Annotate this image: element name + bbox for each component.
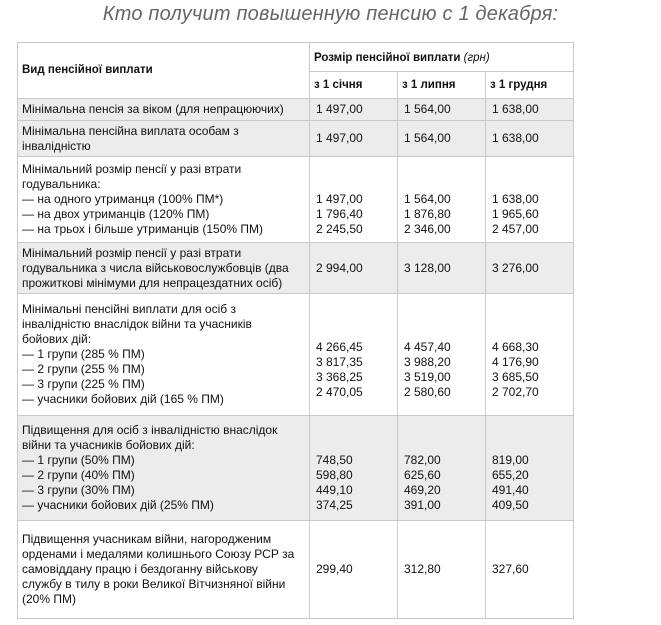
value: 1 796,40 (316, 207, 363, 221)
value: 655,20 (492, 468, 529, 482)
row-label (18, 294, 310, 416)
value-cell (486, 157, 574, 243)
table-row (18, 294, 574, 416)
label-line: Підвищення для осіб з інвалідністю внаслідок (22, 423, 278, 437)
value-cell (310, 294, 398, 416)
label-line: прожиткові мінімуми для непрацездатних осіб) (22, 275, 283, 290)
value: 625,60 (404, 468, 441, 482)
label-line: — 1 групи (285 % ПМ) (22, 347, 145, 361)
value-cell (398, 243, 486, 294)
value: 1 564,00 (404, 192, 451, 206)
value: 1 564,00 (404, 131, 451, 145)
label-line: годувальника: (22, 177, 101, 191)
value: 409,50 (492, 498, 529, 512)
row-label (18, 99, 310, 121)
value-cell (310, 416, 398, 521)
label-line: інвалідністю внаслідок війни та учасників (22, 317, 252, 331)
label-line: годувальника з числа військовослужбовців (два (22, 260, 289, 275)
value-cell (398, 99, 486, 121)
label-line: — на двох утриманців (120% ПМ) (22, 207, 210, 221)
column-group-header (310, 43, 574, 72)
value: 2 457,00 (492, 222, 539, 236)
value: 4 266,45 (316, 339, 363, 354)
label-line: війни та учасників бойових дій: (22, 438, 195, 452)
value: 391,00 (404, 498, 441, 512)
value-cell (310, 99, 398, 121)
value: 3 519,00 (404, 369, 451, 384)
value: 1 564,00 (404, 102, 451, 116)
value: 374,25 (316, 498, 353, 512)
value-cell (398, 121, 486, 157)
row-label (18, 521, 310, 619)
value: 748,50 (316, 453, 353, 467)
value: 1 638,00 (492, 131, 539, 145)
label-line: — 1 групи (50% ПМ) (22, 453, 135, 467)
value: 4 457,40 (404, 339, 451, 354)
value-cell (486, 416, 574, 521)
value: 4 668,30 (492, 339, 539, 354)
value: 469,20 (404, 483, 441, 497)
table-row (18, 243, 574, 294)
label-line: самовіддану працю і бездоганну військову (22, 562, 258, 576)
value: 327,60 (492, 562, 529, 576)
value-cell (310, 521, 398, 619)
value: 819,00 (492, 453, 529, 467)
label-line: — учасники бойових дій (165 % ПМ) (22, 392, 224, 406)
value: 2 346,00 (404, 222, 451, 236)
value: 2 470,05 (316, 384, 363, 399)
label-line: (20% ПМ) (22, 592, 76, 606)
value: 449,10 (316, 483, 353, 497)
label-line: — учасники бойових дій (25% ПМ) (22, 498, 214, 512)
value-cell (398, 521, 486, 619)
value: 3 276,00 (492, 260, 539, 275)
label-line: — на трьох і більше утриманців (150% ПМ) (22, 222, 264, 236)
label-line: Мінімальна пенсійна виплата особам з (22, 123, 239, 138)
column-header-type: Вид пенсійної виплати (18, 43, 310, 99)
label-line: — 2 групи (255 % ПМ) (22, 362, 145, 376)
label-line: бойових дій: (22, 332, 92, 346)
value-cell (486, 99, 574, 121)
value-cell (398, 416, 486, 521)
value-cell (486, 243, 574, 294)
value-cell (310, 121, 398, 157)
label-line: — 3 групи (30% ПМ) (22, 483, 135, 497)
row-label (18, 243, 310, 294)
value: 2 994,00 (316, 260, 363, 275)
label-line: Мінімальний розмір пенсії у разі втрати (22, 245, 242, 260)
value: 491,40 (492, 483, 529, 497)
value: 1 497,00 (316, 102, 363, 116)
value: 3 685,50 (492, 369, 539, 384)
value: 299,40 (316, 562, 353, 576)
label-line: Мінімальна пенсія за віком (для непрацюючих) (22, 102, 284, 116)
value: 782,00 (404, 453, 441, 467)
value: 2 245,50 (316, 222, 363, 236)
label-line: орденами і медалями колишнього Союзу РСР за (22, 547, 295, 561)
table-row (18, 416, 574, 521)
label-line: службу в тилу в роки Великої Вітчизняної війни (22, 577, 286, 591)
label-line: — 3 групи (225 % ПМ) (22, 377, 145, 391)
table-row (18, 121, 574, 157)
value: 312,80 (404, 562, 441, 576)
value-cell (486, 521, 574, 619)
group-header-unit: (грн) (463, 51, 490, 64)
value-cell (486, 294, 574, 416)
value-cell (310, 243, 398, 294)
period-header: з 1 січня (310, 72, 398, 99)
label-line: Мінімальний розмір пенсії у разі втрати (22, 162, 242, 176)
value: 598,80 (316, 468, 353, 482)
value: 1 876,80 (404, 207, 451, 221)
value-cell (310, 157, 398, 243)
value-cell (398, 294, 486, 416)
label-line: Підвищення учасникам війни, нагородженим (22, 532, 272, 546)
table-row (18, 521, 574, 619)
row-label (18, 121, 310, 157)
value-cell (486, 121, 574, 157)
pension-table (17, 42, 574, 619)
row-label (18, 157, 310, 243)
label-line: Мінімальні пенсійні виплати для осіб з (22, 302, 236, 316)
value: 2 702,70 (492, 384, 539, 399)
label-line: — 2 групи (40% ПМ) (22, 468, 135, 482)
page-title: Кто получит повышенную пенсию с 1 декабря: (102, 3, 559, 25)
period-header: з 1 грудня (486, 72, 574, 99)
value: 1 965,60 (492, 207, 539, 221)
group-header-label: Розмір пенсійної виплати (314, 51, 461, 64)
value: 4 176,90 (492, 354, 539, 369)
value: 1 638,00 (492, 192, 539, 206)
table-row (18, 157, 574, 243)
value: 1 497,00 (316, 131, 363, 145)
value-cell (398, 157, 486, 243)
value: 3 128,00 (404, 260, 451, 275)
label-line: інвалідністю (22, 138, 91, 153)
value: 3 368,25 (316, 369, 363, 384)
value: 2 580,60 (404, 384, 451, 399)
period-header: з 1 липня (398, 72, 486, 99)
table-row (18, 99, 574, 121)
value: 3 817,35 (316, 354, 363, 369)
label-line: — на одного утриманця (100% ПМ*) (22, 192, 224, 206)
value: 1 497,00 (316, 192, 363, 206)
value: 3 988,20 (404, 354, 451, 369)
value: 1 638,00 (492, 102, 539, 116)
row-label (18, 416, 310, 521)
